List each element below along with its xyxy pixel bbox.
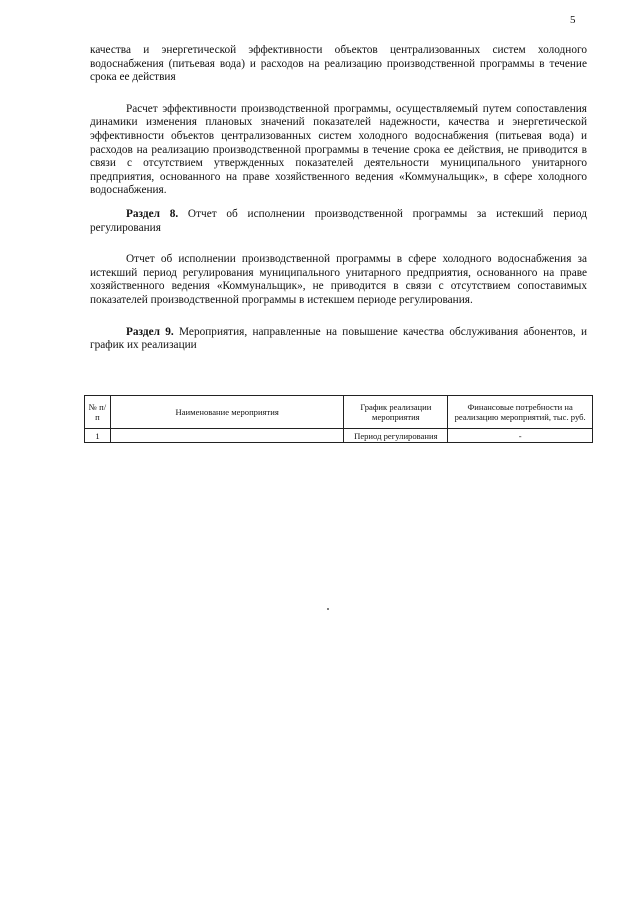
stray-mark bbox=[327, 608, 329, 610]
activities-table bbox=[84, 395, 593, 443]
cell-financial-needs: - bbox=[448, 429, 593, 443]
section-8-label: Раздел 8. bbox=[126, 207, 179, 220]
header-activity-name: Наименование мероприятия bbox=[110, 396, 343, 429]
page-number: 5 bbox=[570, 14, 576, 26]
paragraph-efficiency-calculation: Расчет эффективности производственной программы, осуществляемый путем сопоставления динамики изменения плановых значений показателей надежности, качества и энергетической эффективности объектов централизованных систем холодного водоснабжения (питьевая вода) и расходов на реализацию производственной программы в течение срока ее действия, не приводится в связи с отсутствием утвержденных показателей деятельности муниципального унитарного предприятия, основанного на праве хозяйственного ведения «Коммунальщик», в сфере холодного водоснабжения. bbox=[90, 102, 587, 197]
cell-schedule: Период регулирования bbox=[344, 429, 448, 443]
header-financial-needs: Финансовые потребности на реализацию мероприятий, тыс. руб. bbox=[448, 396, 593, 429]
section-8-heading bbox=[90, 208, 587, 235]
cell-activity-name bbox=[110, 429, 343, 443]
document-body bbox=[90, 44, 587, 353]
section-9-label: Раздел 9. bbox=[126, 325, 174, 338]
section-9-heading bbox=[90, 326, 587, 353]
cell-number: 1 bbox=[85, 429, 111, 443]
paragraph-program-report: Отчет об исполнении производственной программы в сфере холодного водоснабжения за истекший период регулирования муниципального унитарного предприятия, основанного на праве хозяйственного ведения «Коммунальщик», не приводится в связи с отсутствием сопоставимых показателей производственной программы в истекшем периоде регулирования. bbox=[90, 253, 587, 306]
paragraph-continuation: качества и энергетической эффективности объектов централизованных систем холодного водоснабжения (питьевая вода) и расходов на реализацию производственной программы в течение срока ее действия bbox=[90, 44, 587, 84]
table-header-row bbox=[85, 396, 593, 429]
section-8-title: Отчет об исполнении производственной программы за истекший период регулирования bbox=[90, 207, 588, 234]
header-number: № п/п bbox=[85, 396, 111, 429]
table-row bbox=[85, 429, 593, 443]
header-schedule: График реализации мероприятия bbox=[344, 396, 448, 429]
section-9-title: Мероприятия, направленные на повышение качества обслуживания абонентов, и график их реализации bbox=[90, 325, 587, 352]
